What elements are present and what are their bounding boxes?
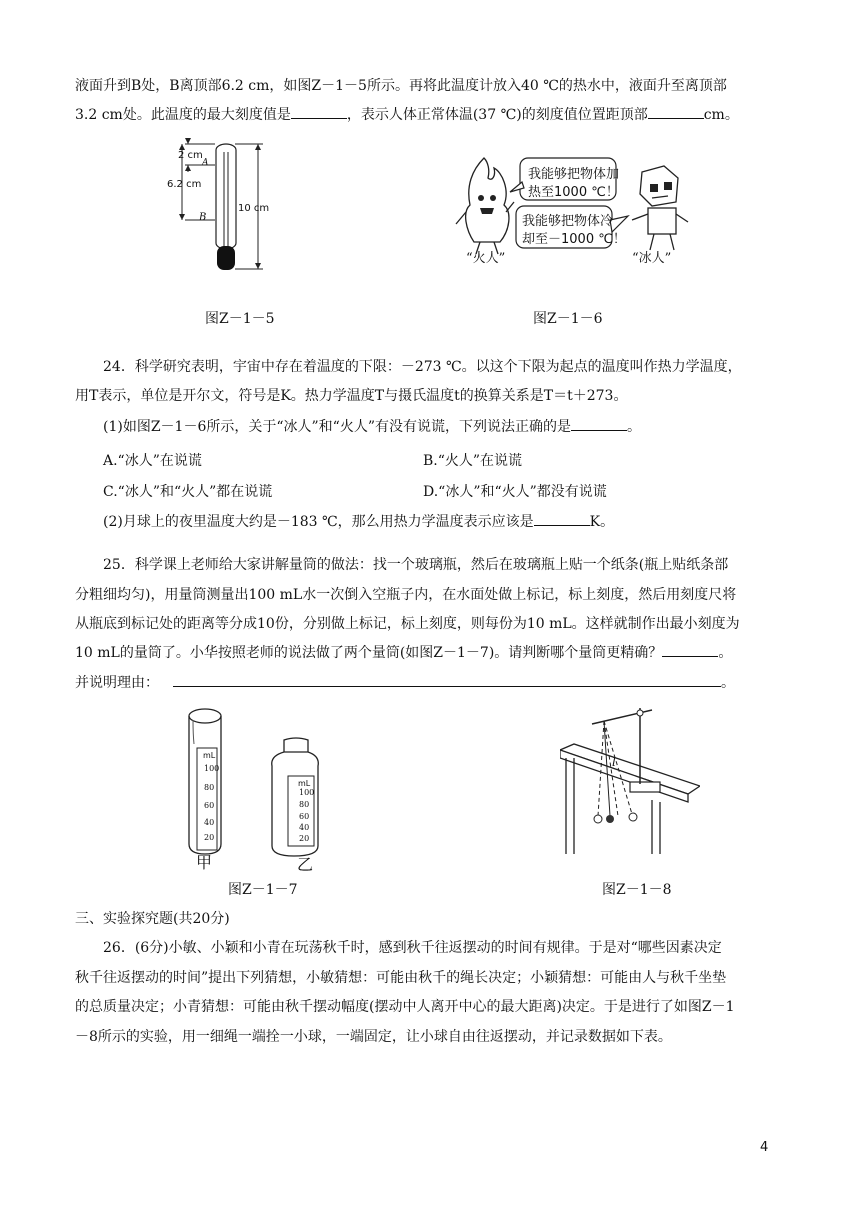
q24-line2: 用T表示，单位是开尔文，符号是K。热力学温度T与摄氏温度t的换算关系是T＝t＋273。 [75,388,628,404]
q25-line1: 25．科学课上老师给大家讲解量筒的做法：找一个玻璃瓶，然后在玻璃瓶上贴一个纸条(瓶上贴纸条部 [103,557,729,573]
ice-man-label: “冰人” [632,251,672,266]
q26-line2: 秋千往返摆动的时间”提出下列猜想，小敏猜想：可能由秋千的绳长决定；小颖猜想：可能由人与秋千坐垫 [75,970,727,986]
jia-tick-60: 60 [204,801,215,810]
fire-bubble-line2: 热至1000 ℃！ [528,185,619,200]
ice-bubble-line2: 却至－1000 ℃！ [522,232,626,247]
answer-blank-max-scale[interactable] [291,104,347,119]
section-3-title: 三、实验探究题(共20分) [75,911,230,927]
yi-tick-20: 20 [299,834,310,843]
label-point-b: B [199,212,207,223]
bottle-jia-label: 甲 [196,853,213,872]
yi-tick-100: 100 [299,788,315,797]
q26-line3: 的总质量决定；小青猜想：可能由秋千摆动幅度(摆动中人离开中心的最大距离)决定。于是进行了如图Z－1 [75,999,735,1015]
yi-tick-40: 40 [299,823,310,832]
option-d: D.“冰人”和“火人”都没有说谎 [423,484,607,500]
q25-line5-text: 并说明理由： [75,675,159,691]
q25-line5-end: 。 [721,675,735,691]
label-6-2cm: 6.2 cm [167,179,202,190]
label-2cm: 2 cm [178,150,203,161]
q25-line5 [75,672,735,693]
answer-blank-body-temp-position[interactable] [648,104,704,119]
fire-bubble-line1: 我能够把物体加 [528,167,620,182]
q24-sub2-end: K。 [589,514,615,530]
q25-line3: 从瓶底到标记处的距离等分成10份，分别做上标记，标上刻度，则每份为10 mL。这样就制作出最小刻度为 [75,616,740,632]
q24-sub1-text: (1)如图Z－1－6所示，关于“冰人”和“火人”有没有说谎，下列说法正确的是 [103,419,572,435]
caption-fig7: 图Z－1－7 [228,882,298,898]
label-10cm: 10 cm [238,203,270,214]
q26-line1: 26．(6分)小敏、小颖和小青在玩荡秋千时，感到秋千往返摆动的时间有规律。于是对“哪些因素决定 [103,940,722,956]
caption-fig5: 图Z－1－5 [205,311,275,327]
rope-length-label: l [612,755,616,769]
bottle-yi-label: 乙 [297,855,314,874]
q25-line2: 分粗细均匀)，用量筒测量出100 mL水一次倒入空瓶子内，在水面处做上标记，标上刻度，然后用刻度尺将 [75,587,737,603]
page-number: 4 [760,1140,769,1155]
jia-tick-100: 100 [204,764,220,773]
jia-tick-40: 40 [204,818,215,827]
caption-fig6: 图Z－1－6 [533,311,603,327]
answer-blank-q25-which[interactable] [662,642,718,657]
q25-line4 [75,642,732,663]
option-a: A.“冰人”在说谎 [103,453,202,469]
q24-sub2-text: (2)月球上的夜里温度大约是－183 ℃，那么用热力学温度表示应该是 [103,514,534,530]
yi-unit: mL [298,779,311,788]
yi-tick-60: 60 [299,812,310,821]
answer-blank-q24-2[interactable] [534,511,590,526]
yi-tick-80: 80 [299,800,310,809]
answer-blank-q24-1[interactable] [571,416,627,431]
label-point-a: A [202,158,209,168]
q26-line4: －8所示的实验，用一细绳一端拴一小球，一端固定，让小球自由往返摆动，并记录数据如下表。 [75,1029,672,1045]
q24-sub2 [103,511,614,532]
option-b: B.“火人”在说谎 [423,453,523,469]
q24-line1: 24．科学研究表明，宇宙中存在着温度的下限：－273 ℃。以这个下限为起点的温度叫作热力学温度， [103,359,742,375]
ice-bubble-line1: 我能够把物体冷 [522,214,614,229]
q23-line2-text-a: 3.2 cm处。此温度的最大刻度值是 [75,107,291,123]
q24-sub1 [103,416,641,437]
pendulum-figure [560,704,700,854]
jia-unit: mL [203,751,216,760]
q25-line4-end: 。 [718,645,733,661]
q23-line2-text-b: ，表示人体正常体温(37 ℃)的刻度值位置距顶部 [346,107,648,123]
q25-line4-text: 10 mL的量筒了。小华按照老师的说法做了两个量筒(如图Z－1－7)。请判断哪个量筒更精确？ [75,645,663,661]
q23-line2 [75,104,739,125]
q23-line2-text-c: cm。 [703,107,739,123]
jia-tick-20: 20 [204,833,215,842]
caption-fig8: 图Z－1－8 [602,882,672,898]
jia-tick-80: 80 [204,783,215,792]
option-c: C.“冰人”和“火人”都在说谎 [103,484,273,500]
q23-line1: 液面升到B处，B离顶部6.2 cm，如图Z－1－5所示。再将此温度计放入40 ℃的热水中，液面升至离顶部 [75,78,727,94]
q24-sub1-end: 。 [627,419,642,435]
fire-man-label: “火人” [466,251,506,266]
answer-blank-q25-reason[interactable] [173,672,721,687]
